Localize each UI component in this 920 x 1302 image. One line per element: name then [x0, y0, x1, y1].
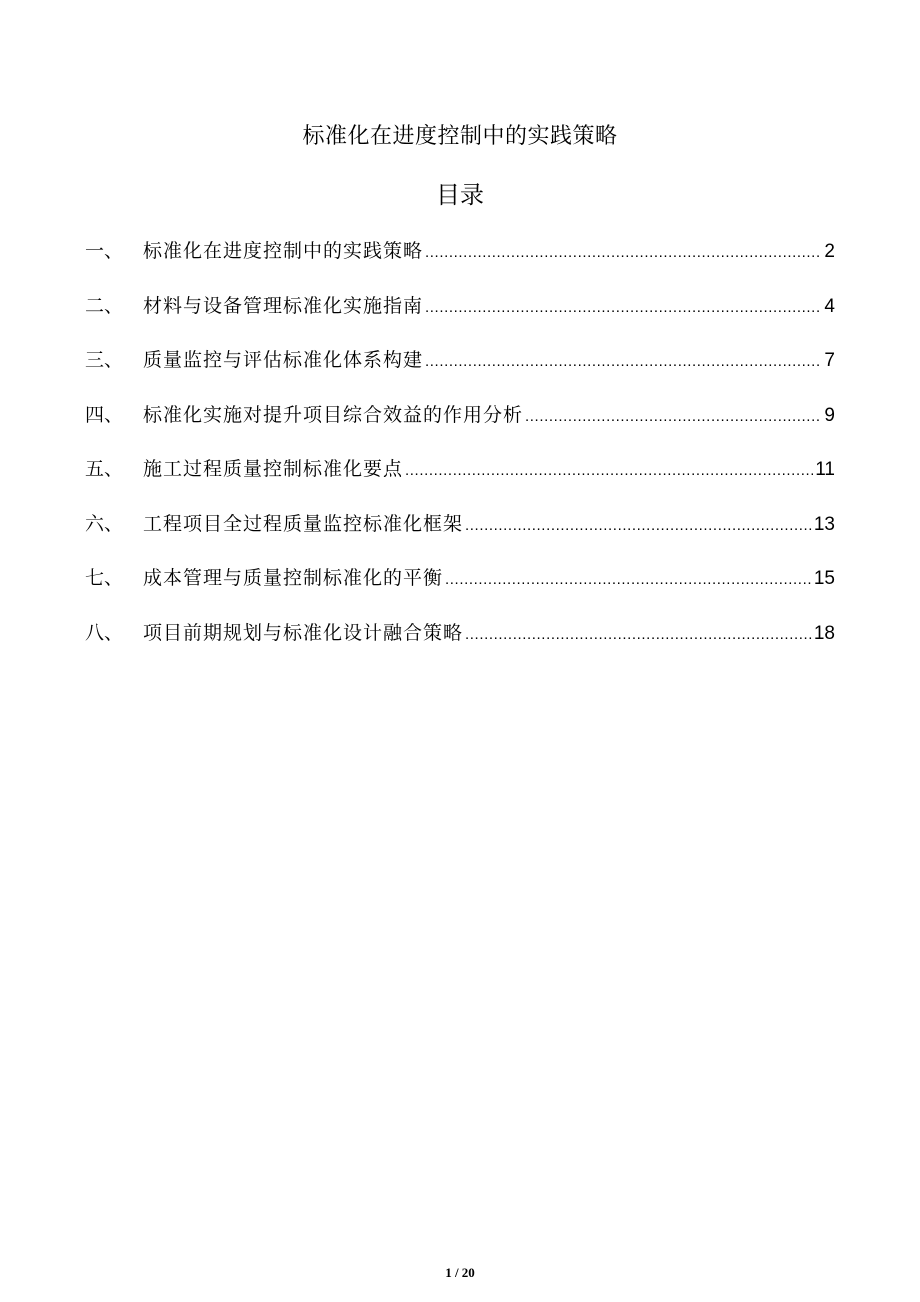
page-number: 1 / 20: [445, 1265, 475, 1280]
toc-entry-2[interactable]: [85, 291, 835, 346]
toc-heading: 目录: [436, 181, 484, 209]
toc-entry-title: 项目前期规划与标准化设计融合策略: [143, 621, 464, 644]
toc-entry-1[interactable]: [85, 236, 835, 291]
toc-entry-number: 五、: [85, 458, 124, 480]
toc-dot-leader: [445, 565, 812, 595]
table-of-contents: [85, 236, 835, 672]
document-title: 标准化在进度控制中的实践策略: [302, 124, 618, 149]
toc-entry-number: 七、: [85, 567, 124, 589]
toc-entry-number: 八、: [85, 621, 124, 644]
toc-dot-leader: [525, 402, 822, 432]
toc-dot-leader: [465, 511, 812, 541]
toc-entry-number: 一、: [85, 240, 124, 262]
toc-entry-number: 三、: [85, 349, 124, 371]
toc-entry-page: 11: [815, 459, 835, 480]
toc-entry-page: 7: [824, 350, 835, 371]
toc-entry-title: 标准化在进度控制中的实践策略: [143, 240, 424, 262]
toc-entry-number: 六、: [85, 512, 124, 535]
toc-entry-5[interactable]: [85, 454, 835, 509]
toc-entry-7[interactable]: [85, 563, 835, 618]
toc-entry-title: 标准化实施对提升项目综合效益的作用分析: [143, 403, 524, 426]
toc-dot-leader: [425, 347, 822, 377]
toc-entry-number: 四、: [85, 403, 124, 426]
toc-entry-number: 二、: [85, 294, 124, 317]
toc-entry-title: 成本管理与质量控制标准化的平衡: [143, 567, 444, 589]
toc-dot-leader: [425, 238, 822, 268]
toc-entry-8[interactable]: [85, 618, 835, 673]
toc-entry-title: 施工过程质量控制标准化要点: [143, 458, 404, 480]
toc-entry-page: 18: [813, 622, 835, 644]
toc-entry-page: 9: [824, 404, 835, 426]
toc-entry-page: 15: [813, 568, 835, 589]
toc-entry-title: 材料与设备管理标准化实施指南: [143, 294, 424, 317]
toc-entry-page: 13: [813, 513, 835, 535]
toc-entry-title: 质量监控与评估标准化体系构建: [143, 349, 424, 371]
toc-entry-page: 4: [824, 295, 835, 317]
toc-entry-4[interactable]: [85, 400, 835, 455]
toc-dot-leader: [425, 293, 822, 323]
toc-entry-title: 工程项目全过程质量监控标准化框架: [143, 512, 464, 535]
toc-entry-page: 2: [824, 241, 835, 262]
toc-dot-leader: [465, 620, 812, 650]
toc-entry-6[interactable]: [85, 509, 835, 564]
toc-dot-leader: [405, 456, 813, 486]
toc-entry-3[interactable]: [85, 345, 835, 400]
